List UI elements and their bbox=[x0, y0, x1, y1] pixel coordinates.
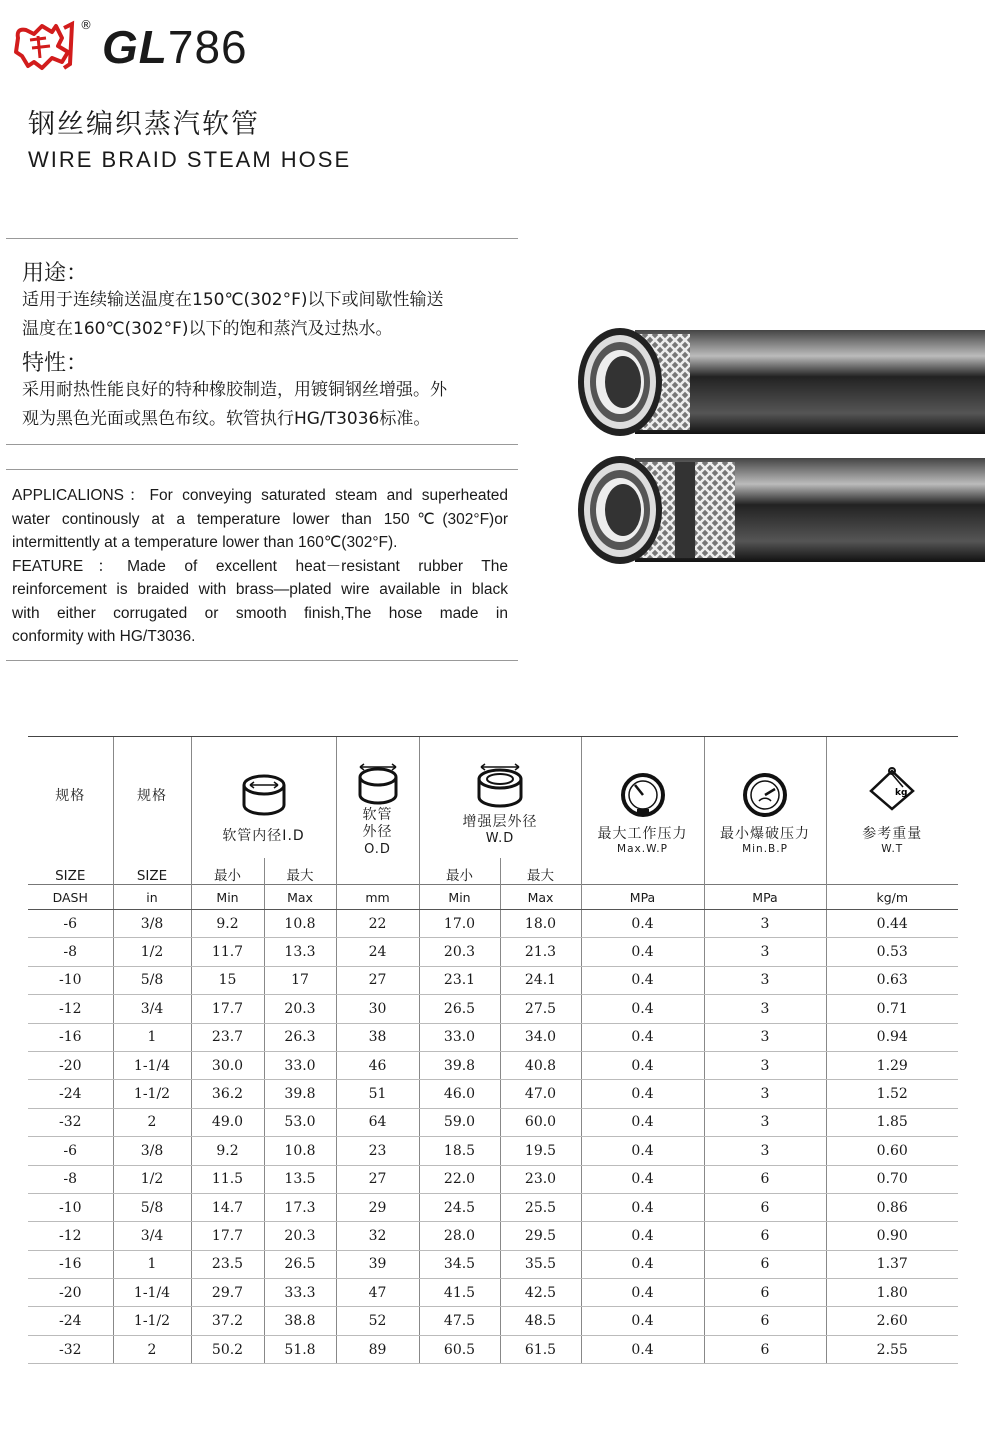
weight-cell: 0.90 bbox=[826, 1222, 958, 1250]
wp-sublabel: Max.W.P bbox=[617, 843, 668, 855]
weight-cell: 0.71 bbox=[826, 995, 958, 1023]
wp-unit: MPa bbox=[581, 885, 704, 910]
wd-min-unit: Min bbox=[419, 885, 500, 910]
header-row-labels bbox=[28, 737, 958, 859]
dash-size-cell: -8 bbox=[28, 1165, 113, 1193]
wd-min-cell: 20.3 bbox=[419, 938, 500, 966]
inch-size-cell: 1 bbox=[113, 1023, 191, 1051]
id-min-cell: 9.2 bbox=[191, 1137, 264, 1165]
working-pressure-cell: 0.4 bbox=[581, 966, 704, 994]
divider bbox=[6, 238, 518, 239]
wd-min-cell: 22.0 bbox=[419, 1165, 500, 1193]
weight-cell: 0.70 bbox=[826, 1165, 958, 1193]
wd-min-cell: 41.5 bbox=[419, 1279, 500, 1307]
working-pressure-cell: 0.4 bbox=[581, 1080, 704, 1108]
id-min-cell: 17.7 bbox=[191, 995, 264, 1023]
outer-diameter-cell: 32 bbox=[336, 1222, 419, 1250]
wt-header bbox=[826, 737, 958, 859]
divider bbox=[6, 660, 518, 661]
id-max-cell: 17 bbox=[264, 966, 336, 994]
dash-size-cell: -24 bbox=[28, 1080, 113, 1108]
en-line: intermittently at a temperature lower than 160℃(302°F). bbox=[12, 534, 398, 551]
weight-cell: 1.85 bbox=[826, 1108, 958, 1136]
weight-cell: 2.55 bbox=[826, 1335, 958, 1363]
burst-pressure-cell: 3 bbox=[704, 995, 826, 1023]
id-max-cell: 17.3 bbox=[264, 1193, 336, 1221]
inch-size-cell: 1/2 bbox=[113, 1165, 191, 1193]
id-max-cell: 33.3 bbox=[264, 1279, 336, 1307]
wd-min-cn: 最小 bbox=[419, 858, 500, 885]
outer-diameter-cell: 47 bbox=[336, 1279, 419, 1307]
id-min-cn: 最小 bbox=[191, 858, 264, 885]
feature-heading: 特性： bbox=[22, 351, 89, 376]
english-description bbox=[12, 484, 508, 649]
id-max-cell: 20.3 bbox=[264, 1222, 336, 1250]
spec-cn-header-2 bbox=[113, 737, 191, 859]
dash-size-cell: -8 bbox=[28, 938, 113, 966]
wd-max-cell: 29.5 bbox=[500, 1222, 581, 1250]
wd-max-cell: 60.0 bbox=[500, 1108, 581, 1136]
id-max-unit: Max bbox=[264, 885, 336, 910]
wd-max-cell: 21.3 bbox=[500, 938, 581, 966]
wd-max-cell: 23.0 bbox=[500, 1165, 581, 1193]
usage-line: 温度在160℃(302°F)以下的饱和蒸汽及过热水。 bbox=[22, 319, 393, 339]
wd-min-cell: 33.0 bbox=[419, 1023, 500, 1051]
wd-min-cell: 59.0 bbox=[419, 1108, 500, 1136]
id-min-cell: 11.7 bbox=[191, 938, 264, 966]
wt-spacer bbox=[826, 858, 958, 885]
id-min-cell: 11.5 bbox=[191, 1165, 264, 1193]
burst-pressure-cell: 3 bbox=[704, 1108, 826, 1136]
table-row bbox=[28, 1080, 958, 1108]
inch-size-cell: 1-1/2 bbox=[113, 1307, 191, 1335]
header-row-size bbox=[28, 858, 958, 885]
en-line: water continously at a temperature lower than 150℃(302°F)or bbox=[12, 510, 508, 528]
table-row bbox=[28, 910, 958, 938]
weight-cell: 2.60 bbox=[826, 1307, 958, 1335]
wd-max-cell: 27.5 bbox=[500, 995, 581, 1023]
weight-cell: 0.53 bbox=[826, 938, 958, 966]
feature-line: 观为黑色光面或黑色布纹。软管执行HG/T3036标准。 bbox=[22, 409, 431, 429]
outer-diameter-cell: 22 bbox=[336, 910, 419, 938]
svg-text:kg: kg bbox=[895, 788, 908, 798]
outer-diameter-cell: 38 bbox=[336, 1023, 419, 1051]
dash-size-cell: -12 bbox=[28, 995, 113, 1023]
dash-size-cell: -16 bbox=[28, 1250, 113, 1278]
working-pressure-cell: 0.4 bbox=[581, 1307, 704, 1335]
outer-diameter-cell: 23 bbox=[336, 1137, 419, 1165]
outer-diameter-cell: 39 bbox=[336, 1250, 419, 1278]
usage-heading: 用途： bbox=[22, 261, 89, 286]
en-line: conformity with HG/T3036. bbox=[12, 628, 196, 645]
inch-size-cell: 1-1/4 bbox=[113, 1051, 191, 1079]
id-max-cell: 39.8 bbox=[264, 1080, 336, 1108]
model-number bbox=[102, 20, 248, 74]
wd-max-cell: 25.5 bbox=[500, 1193, 581, 1221]
id-min-cell: 23.5 bbox=[191, 1250, 264, 1278]
inch-size-cell: 1 bbox=[113, 1250, 191, 1278]
table-row bbox=[28, 1279, 958, 1307]
wd-max-cn: 最大 bbox=[500, 858, 581, 885]
inch-size-cell: 5/8 bbox=[113, 966, 191, 994]
working-pressure-cell: 0.4 bbox=[581, 938, 704, 966]
bp-unit: MPa bbox=[704, 885, 826, 910]
wd-max-cell: 18.0 bbox=[500, 910, 581, 938]
wd-max-cell: 48.5 bbox=[500, 1307, 581, 1335]
wd-min-cell: 17.0 bbox=[419, 910, 500, 938]
burst-pressure-cell: 3 bbox=[704, 910, 826, 938]
size-label: SIZE bbox=[55, 868, 86, 884]
wp-spacer bbox=[581, 858, 704, 885]
wp-label: 最大工作压力 bbox=[597, 826, 688, 842]
id-max-cn: 最大 bbox=[264, 858, 336, 885]
id-max-cell: 53.0 bbox=[264, 1108, 336, 1136]
id-max-cell: 13.3 bbox=[264, 938, 336, 966]
model-digits: 786 bbox=[167, 21, 248, 73]
working-pressure-cell: 0.4 bbox=[581, 1250, 704, 1278]
burst-pressure-cell: 6 bbox=[704, 1279, 826, 1307]
divider bbox=[6, 444, 518, 445]
id-min-cell: 49.0 bbox=[191, 1108, 264, 1136]
wd-min-cell: 46.0 bbox=[419, 1080, 500, 1108]
en-line: FEATURE：Made of excellent heat－resistant rubber The bbox=[12, 557, 508, 575]
table-row bbox=[28, 1193, 958, 1221]
burst-pressure-cell: 3 bbox=[704, 1137, 826, 1165]
dash-size-cell: -6 bbox=[28, 910, 113, 938]
outer-diameter-cell: 64 bbox=[336, 1108, 419, 1136]
wd-min-cell: 28.0 bbox=[419, 1222, 500, 1250]
dash-size-cell: -32 bbox=[28, 1335, 113, 1363]
inch-size-cell: 3/8 bbox=[113, 910, 191, 938]
outer-diameter-cell: 29 bbox=[336, 1193, 419, 1221]
id-max-cell: 20.3 bbox=[264, 995, 336, 1023]
inch-size-cell: 5/8 bbox=[113, 1193, 191, 1221]
id-min-cell: 23.7 bbox=[191, 1023, 264, 1051]
dash-size-cell: -12 bbox=[28, 1222, 113, 1250]
table-row bbox=[28, 1335, 958, 1363]
inch-size-cell: 3/4 bbox=[113, 1222, 191, 1250]
outer-diameter-cell: 27 bbox=[336, 966, 419, 994]
wd-max-cell: 47.0 bbox=[500, 1080, 581, 1108]
inch-size-cell: 2 bbox=[113, 1335, 191, 1363]
burst-pressure-cell: 6 bbox=[704, 1165, 826, 1193]
od-label-line1: 软管 bbox=[362, 807, 393, 823]
wp-header bbox=[581, 737, 704, 859]
id-max-cell: 10.8 bbox=[264, 1137, 336, 1165]
hose-image-single-braid bbox=[575, 320, 985, 445]
wt-label: 参考重量 bbox=[862, 826, 923, 842]
weight-cell: 0.44 bbox=[826, 910, 958, 938]
id-min-cell: 9.2 bbox=[191, 910, 264, 938]
weight-cell: 0.60 bbox=[826, 1137, 958, 1165]
id-min-cell: 29.7 bbox=[191, 1279, 264, 1307]
wd-min-cell: 26.5 bbox=[419, 995, 500, 1023]
id-min-cell: 30.0 bbox=[191, 1051, 264, 1079]
wd-min-cell: 60.5 bbox=[419, 1335, 500, 1363]
table-row bbox=[28, 1307, 958, 1335]
en-line: with either corrugated or smooth finish,The hose made in bbox=[12, 604, 508, 622]
hose-image-double-braid bbox=[575, 448, 985, 573]
inch-size-cell: 1-1/4 bbox=[113, 1279, 191, 1307]
spec-cn-label-2: 规格 bbox=[137, 788, 167, 804]
inch-size-cell: 2 bbox=[113, 1108, 191, 1136]
title-chinese: 钢丝编织蒸汽软管 bbox=[28, 109, 260, 140]
outer-diameter-icon bbox=[356, 761, 400, 807]
id-max-cell: 26.5 bbox=[264, 1250, 336, 1278]
burst-pressure-cell: 3 bbox=[704, 938, 826, 966]
id-min-cell: 37.2 bbox=[191, 1307, 264, 1335]
id-max-cell: 33.0 bbox=[264, 1051, 336, 1079]
bp-spacer bbox=[704, 858, 826, 885]
usage-text bbox=[22, 286, 512, 344]
id-max-cell: 26.3 bbox=[264, 1023, 336, 1051]
id-max-cell: 13.5 bbox=[264, 1165, 336, 1193]
inch-unit: in bbox=[113, 885, 191, 910]
size-label-2: SIZE bbox=[113, 858, 191, 885]
id-label: 软管内径I.D bbox=[222, 828, 305, 844]
id-min-cell: 14.7 bbox=[191, 1193, 264, 1221]
working-pressure-cell: 0.4 bbox=[581, 1335, 704, 1363]
od-label-line3: O.D bbox=[364, 842, 391, 857]
working-pressure-cell: 0.4 bbox=[581, 1051, 704, 1079]
working-pressure-cell: 0.4 bbox=[581, 1165, 704, 1193]
wd-header bbox=[419, 737, 581, 859]
outer-diameter-cell: 89 bbox=[336, 1335, 419, 1363]
burst-pressure-cell: 6 bbox=[704, 1193, 826, 1221]
wd-max-cell: 61.5 bbox=[500, 1335, 581, 1363]
dash-unit: DASH bbox=[28, 885, 113, 910]
working-pressure-cell: 0.4 bbox=[581, 1023, 704, 1051]
burst-pressure-cell: 6 bbox=[704, 1250, 826, 1278]
inner-diameter-icon bbox=[240, 771, 288, 819]
burst-pressure-cell: 3 bbox=[704, 1023, 826, 1051]
inch-size-cell: 1-1/2 bbox=[113, 1080, 191, 1108]
weight-cell: 1.52 bbox=[826, 1080, 958, 1108]
burst-pressure-cell: 3 bbox=[704, 966, 826, 994]
wd-min-cell: 34.5 bbox=[419, 1250, 500, 1278]
inch-size-cell: 3/8 bbox=[113, 1137, 191, 1165]
wd-min-cell: 47.5 bbox=[419, 1307, 500, 1335]
feature-line: 采用耐热性能良好的特种橡胶制造，用镀铜钢丝增强。外 bbox=[22, 380, 447, 400]
id-max-cell: 51.8 bbox=[264, 1335, 336, 1363]
id-max-cell: 38.8 bbox=[264, 1307, 336, 1335]
title-english: WIRE BRAID STEAM HOSE bbox=[28, 147, 352, 172]
wd-label-line1: 增强层外径 bbox=[462, 814, 538, 830]
weight-cell: 1.37 bbox=[826, 1250, 958, 1278]
burst-gauge-icon bbox=[741, 771, 789, 819]
burst-pressure-cell: 6 bbox=[704, 1307, 826, 1335]
id-min-cell: 15 bbox=[191, 966, 264, 994]
od-header bbox=[336, 737, 419, 859]
outer-diameter-cell: 52 bbox=[336, 1307, 419, 1335]
id-max-cell: 10.8 bbox=[264, 910, 336, 938]
feature-text bbox=[22, 376, 512, 434]
outer-diameter-cell: 27 bbox=[336, 1165, 419, 1193]
dash-size-cell: -20 bbox=[28, 1051, 113, 1079]
wd-min-cell: 23.1 bbox=[419, 966, 500, 994]
weight-cell: 1.29 bbox=[826, 1051, 958, 1079]
table-row bbox=[28, 1222, 958, 1250]
spec-table bbox=[28, 736, 958, 1364]
burst-pressure-cell: 6 bbox=[704, 1335, 826, 1363]
wd-max-cell: 35.5 bbox=[500, 1250, 581, 1278]
table-row bbox=[28, 938, 958, 966]
outer-diameter-cell: 51 bbox=[336, 1080, 419, 1108]
weight-cell: 0.86 bbox=[826, 1193, 958, 1221]
burst-pressure-cell: 6 bbox=[704, 1222, 826, 1250]
bp-sublabel: Min.B.P bbox=[742, 843, 788, 855]
weight-cell: 0.94 bbox=[826, 1023, 958, 1051]
wd-max-cell: 34.0 bbox=[500, 1023, 581, 1051]
od-unit: mm bbox=[336, 885, 419, 910]
wd-max-cell: 24.1 bbox=[500, 966, 581, 994]
outer-diameter-cell: 46 bbox=[336, 1051, 419, 1079]
outer-diameter-cell: 24 bbox=[336, 938, 419, 966]
table-row bbox=[28, 1250, 958, 1278]
wd-min-cell: 39.8 bbox=[419, 1051, 500, 1079]
dash-size-cell: -16 bbox=[28, 1023, 113, 1051]
inch-size-cell: 1/2 bbox=[113, 938, 191, 966]
working-pressure-cell: 0.4 bbox=[581, 910, 704, 938]
weight-cell: 0.63 bbox=[826, 966, 958, 994]
usage-line: 适用于连续输送温度在150℃(302°F)以下或间歇性输送 bbox=[22, 290, 444, 310]
table-row bbox=[28, 995, 958, 1023]
brand-logo bbox=[12, 18, 82, 73]
table-row bbox=[28, 1137, 958, 1165]
wd-max-cell: 40.8 bbox=[500, 1051, 581, 1079]
working-pressure-cell: 0.4 bbox=[581, 1279, 704, 1307]
table-row bbox=[28, 1108, 958, 1136]
burst-pressure-cell: 3 bbox=[704, 1051, 826, 1079]
wd-min-cell: 24.5 bbox=[419, 1193, 500, 1221]
table-row bbox=[28, 1023, 958, 1051]
spec-table-body bbox=[28, 910, 958, 1364]
wd-label-line2: W.D bbox=[485, 831, 515, 846]
od-label-line2: 外径 bbox=[362, 824, 393, 840]
id-min-unit: Min bbox=[191, 885, 264, 910]
od-spacer bbox=[336, 858, 419, 885]
working-pressure-cell: 0.4 bbox=[581, 1137, 704, 1165]
registered-mark: ® bbox=[80, 18, 92, 32]
dash-size-cell: -32 bbox=[28, 1108, 113, 1136]
en-line: APPLICALIONS：For conveying saturated steam and superheated bbox=[12, 487, 508, 504]
spec-cn-header bbox=[28, 737, 113, 859]
weight-cell: 1.80 bbox=[826, 1279, 958, 1307]
wd-min-cell: 18.5 bbox=[419, 1137, 500, 1165]
id-min-cell: 36.2 bbox=[191, 1080, 264, 1108]
dash-size-cell: -6 bbox=[28, 1137, 113, 1165]
burst-pressure-cell: 3 bbox=[704, 1080, 826, 1108]
wt-unit: kg/m bbox=[826, 885, 958, 910]
divider bbox=[6, 469, 518, 470]
bp-label: 最小爆破压力 bbox=[720, 826, 810, 842]
wt-sublabel: W.T bbox=[881, 843, 904, 855]
table-row bbox=[28, 1165, 958, 1193]
wd-max-cell: 19.5 bbox=[500, 1137, 581, 1165]
working-pressure-cell: 0.4 bbox=[581, 1108, 704, 1136]
dash-size-cell: -10 bbox=[28, 966, 113, 994]
spec-cn-label: 规格 bbox=[55, 788, 86, 804]
pressure-gauge-icon bbox=[619, 771, 667, 819]
table-row bbox=[28, 1051, 958, 1079]
wd-max-unit: Max bbox=[500, 885, 581, 910]
id-header bbox=[191, 737, 336, 859]
id-min-cell: 17.7 bbox=[191, 1222, 264, 1250]
model-prefix: GL bbox=[102, 21, 168, 73]
id-min-cell: 50.2 bbox=[191, 1335, 264, 1363]
dash-size-cell: -10 bbox=[28, 1193, 113, 1221]
bp-header bbox=[704, 737, 826, 859]
working-pressure-cell: 0.4 bbox=[581, 1222, 704, 1250]
working-pressure-cell: 0.4 bbox=[581, 1193, 704, 1221]
dash-size-cell: -20 bbox=[28, 1279, 113, 1307]
header-row-units bbox=[28, 885, 958, 910]
wd-max-cell: 42.5 bbox=[500, 1279, 581, 1307]
en-line: reinforcement is braided with brass—plated wire available in black bbox=[12, 581, 508, 598]
outer-diameter-cell: 30 bbox=[336, 995, 419, 1023]
table-row bbox=[28, 966, 958, 994]
dash-size-cell: -24 bbox=[28, 1307, 113, 1335]
inch-size-cell: 3/4 bbox=[113, 995, 191, 1023]
working-pressure-cell: 0.4 bbox=[581, 995, 704, 1023]
reinforcement-diameter-icon bbox=[475, 761, 525, 813]
weight-icon bbox=[865, 765, 919, 815]
